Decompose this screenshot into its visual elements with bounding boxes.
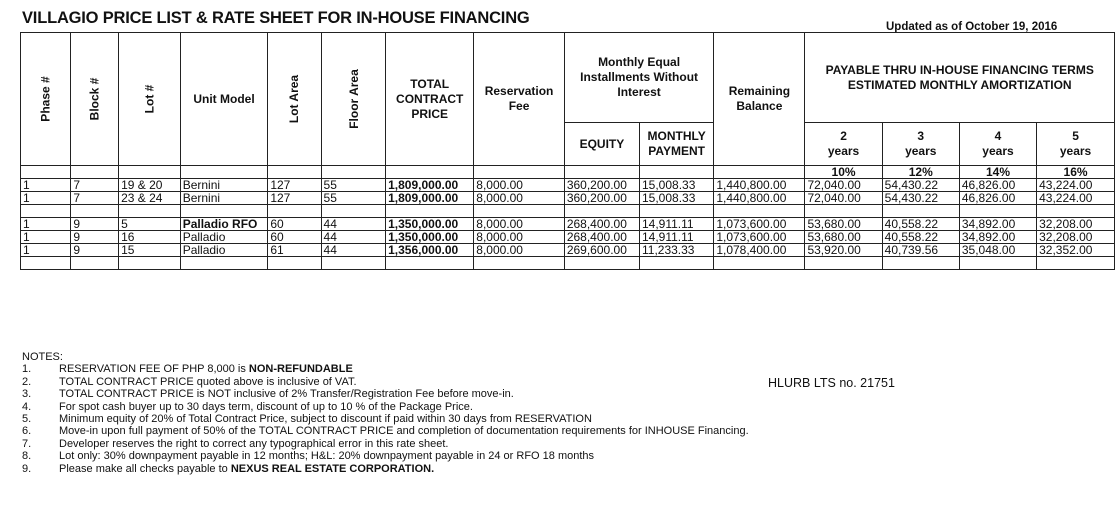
header-remaining-balance: Remaining Balance	[714, 33, 805, 166]
cell-y2: 72,040.00	[805, 179, 882, 192]
header-unit-model: Unit Model	[180, 33, 268, 166]
cell-lot: 15	[119, 244, 181, 257]
cell-lot-area: 61	[268, 244, 321, 257]
cell-model: Bernini	[180, 192, 268, 205]
cell-y2: 72,040.00	[805, 192, 882, 205]
cell-floor-area: 44	[321, 244, 386, 257]
cell-y4: 34,892.00	[959, 218, 1036, 231]
note-text-emphasis: NEXUS REAL ESTATE CORPORATION.	[230, 462, 435, 475]
table-row	[21, 231, 1115, 244]
note-text	[59, 438, 448, 450]
cell-res: 8,000.00	[474, 192, 565, 205]
note-text	[59, 463, 434, 475]
note-item	[22, 438, 749, 450]
cell-lot-area: 127	[268, 192, 321, 205]
note-text	[59, 450, 594, 462]
header-monthly-payment: MONTHLY PAYMENT	[639, 123, 713, 166]
header-reservation-fee: Reservation Fee	[474, 33, 565, 166]
header-floor-area: Floor Area	[321, 33, 386, 166]
cell-lot-area: 127	[268, 179, 321, 192]
cell-y3: 40,558.22	[882, 218, 959, 231]
cell-equity: 360,200.00	[564, 192, 639, 205]
cell-model: Palladio RFO	[180, 218, 268, 231]
rate-5-years: 16%	[1037, 166, 1115, 179]
header-monthly-installments: Monthly Equal Installments Without Interest	[564, 33, 713, 123]
cell-block: 7	[71, 192, 119, 205]
blank-row	[21, 205, 1115, 218]
cell-remaining: 1,073,600.00	[714, 231, 805, 244]
note-text-body: For spot cash buyer up to 30 days term, discount of up to 10 % of the Package Price.	[59, 400, 473, 413]
header-equity: EQUITY	[564, 123, 639, 166]
cell-remaining: 1,440,800.00	[714, 192, 805, 205]
cell-lot: 16	[119, 231, 181, 244]
cell-block: 9	[71, 218, 119, 231]
table-row	[21, 179, 1115, 192]
cell-phase: 1	[21, 192, 71, 205]
cell-res: 8,000.00	[474, 218, 565, 231]
cell-phase: 1	[21, 179, 71, 192]
note-item	[22, 425, 749, 437]
cell-lot-area: 60	[268, 231, 321, 244]
header-term-2: 2 years	[805, 123, 882, 166]
note-text-body: Please make all checks payable to	[59, 462, 231, 475]
cell-res: 8,000.00	[474, 179, 565, 192]
note-item	[22, 363, 749, 375]
cell-model: Palladio	[180, 231, 268, 244]
cell-floor-area: 55	[321, 179, 386, 192]
header-term-3: 3 years	[882, 123, 959, 166]
blank-row	[21, 257, 1115, 270]
cell-y2: 53,920.00	[805, 244, 882, 257]
cell-res: 8,000.00	[474, 244, 565, 257]
note-number: 6.	[22, 425, 32, 438]
cell-y4: 46,826.00	[959, 179, 1036, 192]
note-text	[59, 363, 353, 375]
cell-remaining: 1,440,800.00	[714, 179, 805, 192]
note-text-body: TOTAL CONTRACT PRICE quoted above is inclusive of VAT.	[59, 375, 357, 388]
notes-title: NOTES:	[22, 351, 63, 363]
header-lot-area: Lot Area	[268, 33, 321, 166]
cell-monthly: 11,233.33	[639, 244, 713, 257]
header-total-contract-price: TOTAL CONTRACT PRICE	[386, 33, 474, 166]
note-text-body: Lot only: 30% downpayment payable in 12 months; H&L: 20% downpayment payable in 24 or RFO 18 months	[59, 450, 595, 463]
price-table	[20, 32, 1115, 270]
cell-y3: 40,739.56	[882, 244, 959, 257]
table-row	[21, 218, 1115, 231]
header-block: Block #	[71, 33, 119, 166]
note-text	[59, 376, 357, 388]
cell-remaining: 1,078,400.00	[714, 244, 805, 257]
cell-block: 9	[71, 231, 119, 244]
rate-4-years: 14%	[959, 166, 1036, 179]
sheet-title: VILLAGIO PRICE LIST & RATE SHEET FOR IN-HOUSE FINANCING	[22, 9, 530, 27]
cell-tcp: 1,356,000.00	[386, 244, 474, 257]
cell-y2: 53,680.00	[805, 218, 882, 231]
cell-res: 8,000.00	[474, 231, 565, 244]
cell-y3: 40,558.22	[882, 231, 959, 244]
note-number: 7.	[22, 437, 32, 450]
note-text	[59, 425, 749, 437]
updated-date: Updated as of October 19, 2016	[886, 21, 1058, 33]
cell-remaining: 1,073,600.00	[714, 218, 805, 231]
header-lot: Lot #	[119, 33, 181, 166]
cell-tcp: 1,350,000.00	[386, 218, 474, 231]
note-number: 8.	[22, 450, 32, 463]
hlurb-license: HLURB LTS no. 21751	[768, 376, 895, 390]
note-number: 2.	[22, 375, 32, 388]
cell-phase: 1	[21, 244, 71, 257]
cell-y4: 35,048.00	[959, 244, 1036, 257]
cell-equity: 360,200.00	[564, 179, 639, 192]
header-phase: Phase #	[21, 33, 71, 166]
cell-y4: 46,826.00	[959, 192, 1036, 205]
notes-section	[22, 351, 749, 475]
note-text-body: Minimum equity of 20% of Total Contract Price, subject to discount if paid within 30 days from RESERVATION	[59, 413, 592, 426]
note-item	[22, 388, 749, 400]
cell-equity: 269,600.00	[564, 244, 639, 257]
cell-y5: 32,208.00	[1037, 218, 1115, 231]
cell-model: Palladio	[180, 244, 268, 257]
cell-lot-area: 60	[268, 218, 321, 231]
cell-y5: 32,352.00	[1037, 244, 1115, 257]
note-item	[22, 450, 749, 462]
cell-y5: 43,224.00	[1037, 192, 1115, 205]
header-payable-terms: PAYABLE THRU IN-HOUSE FINANCING TERMS ESTIMATED MONTHLY AMORTIZATION	[805, 33, 1115, 123]
cell-tcp: 1,809,000.00	[386, 179, 474, 192]
cell-y3: 54,430.22	[882, 179, 959, 192]
note-number: 9.	[22, 462, 32, 475]
cell-tcp: 1,809,000.00	[386, 192, 474, 205]
cell-equity: 268,400.00	[564, 218, 639, 231]
cell-y4: 34,892.00	[959, 231, 1036, 244]
cell-block: 7	[71, 179, 119, 192]
note-text-body: RESERVATION FEE OF PHP 8,000 is	[59, 363, 249, 376]
cell-tcp: 1,350,000.00	[386, 231, 474, 244]
cell-y2: 53,680.00	[805, 231, 882, 244]
note-text	[59, 413, 592, 425]
note-number: 4.	[22, 400, 32, 413]
note-item	[22, 413, 749, 425]
cell-floor-area: 55	[321, 192, 386, 205]
note-text	[59, 388, 514, 400]
cell-y3: 54,430.22	[882, 192, 959, 205]
cell-y5: 32,208.00	[1037, 231, 1115, 244]
note-text	[59, 401, 473, 413]
header-term-5: 5 years	[1037, 123, 1115, 166]
rate-row	[21, 166, 1115, 179]
header-term-4: 4 years	[959, 123, 1036, 166]
rate-2-years: 10%	[805, 166, 882, 179]
cell-lot: 23 & 24	[119, 192, 181, 205]
cell-monthly: 14,911.11	[639, 231, 713, 244]
cell-floor-area: 44	[321, 231, 386, 244]
note-item	[22, 401, 749, 413]
note-item	[22, 463, 749, 475]
table-row	[21, 244, 1115, 257]
cell-phase: 1	[21, 231, 71, 244]
cell-lot: 5	[119, 218, 181, 231]
cell-floor-area: 44	[321, 218, 386, 231]
cell-monthly: 14,911.11	[639, 218, 713, 231]
rate-3-years: 12%	[882, 166, 959, 179]
note-number: 1.	[22, 363, 32, 376]
note-number: 5.	[22, 413, 32, 426]
cell-y5: 43,224.00	[1037, 179, 1115, 192]
cell-model: Bernini	[180, 179, 268, 192]
note-text-body: Move-in upon full payment of 50% of the TOTAL CONTRACT PRICE and completion of documentation requirements for INHOUSE Financing.	[59, 425, 749, 438]
cell-equity: 268,400.00	[564, 231, 639, 244]
note-text-body: Developer reserves the right to correct any typographical error in this rate sheet.	[59, 437, 449, 450]
cell-monthly: 15,008.33	[639, 192, 713, 205]
cell-lot: 19 & 20	[119, 179, 181, 192]
cell-block: 9	[71, 244, 119, 257]
note-text-body: TOTAL CONTRACT PRICE is NOT inclusive of 2% Transfer/Registration Fee before move-in.	[59, 388, 514, 401]
cell-monthly: 15,008.33	[639, 179, 713, 192]
note-item	[22, 376, 749, 388]
note-text-emphasis: NON-REFUNDABLE	[248, 363, 353, 376]
note-number: 3.	[22, 388, 32, 401]
cell-phase: 1	[21, 218, 71, 231]
table-row	[21, 192, 1115, 205]
